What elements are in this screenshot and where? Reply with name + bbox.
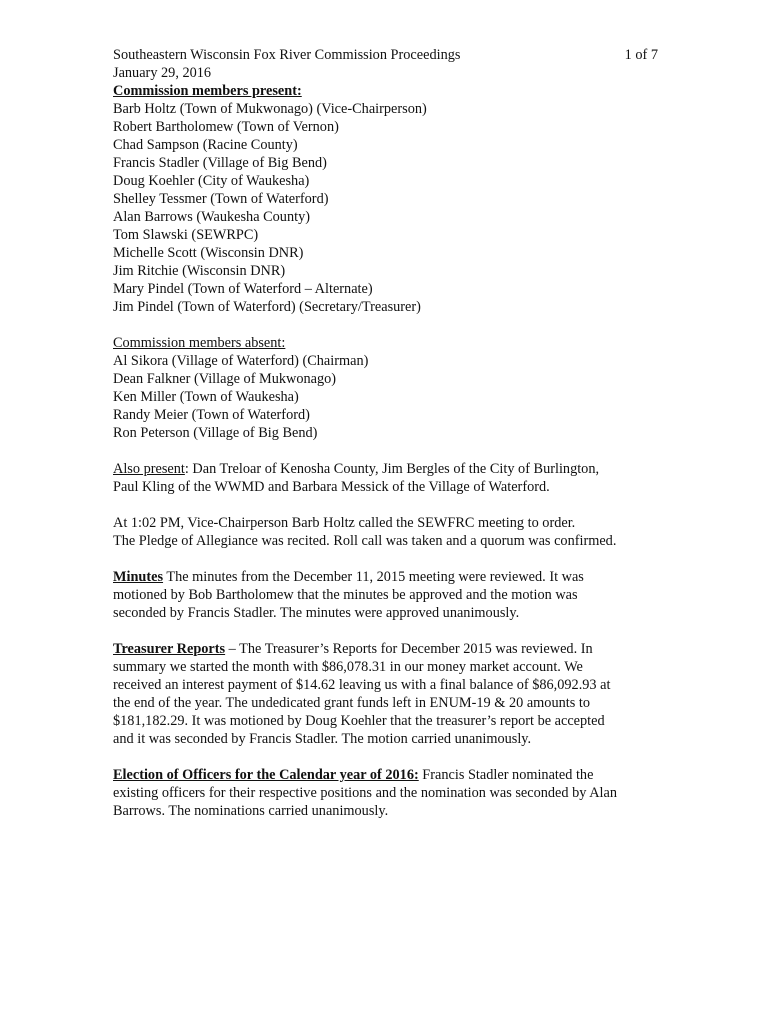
member-present: Robert Bartholomew (Town of Vernon) bbox=[113, 119, 339, 135]
member-present: Mary Pindel (Town of Waterford – Alternate) bbox=[113, 281, 373, 297]
treasurer-text: $181,182.29. It was motioned by Doug Koehler that the treasurer’s report be accepted bbox=[113, 713, 605, 729]
member-present: Chad Sampson (Racine County) bbox=[113, 137, 298, 153]
member-absent: Ken Miller (Town of Waukesha) bbox=[113, 389, 299, 405]
document-title: Southeastern Wisconsin Fox River Commission Proceedings bbox=[113, 47, 461, 63]
election-text: Francis Stadler nominated the bbox=[418, 767, 594, 783]
election-text: Barrows. The nominations carried unanimously. bbox=[113, 803, 389, 819]
page-number: 1 of 7 bbox=[624, 47, 658, 63]
treasurer-text: received an interest payment of $14.62 leaving us with a final balance of $86,092.93 at bbox=[113, 677, 611, 693]
member-present: Barb Holtz (Town of Mukwonago) (Vice-Chairperson) bbox=[113, 101, 427, 117]
minutes-section bbox=[113, 568, 658, 622]
election-label: Election of Officers for the Calendar year of 2016: bbox=[113, 767, 419, 783]
members-present-section bbox=[113, 82, 658, 316]
member-present: Shelley Tessmer (Town of Waterford) bbox=[113, 191, 329, 207]
members-present-heading: Commission members present: bbox=[113, 83, 302, 99]
members-absent-section bbox=[113, 334, 658, 442]
member-absent: Dean Falkner (Village of Mukwonago) bbox=[113, 371, 337, 387]
member-absent: Ron Peterson (Village of Big Bend) bbox=[113, 425, 318, 441]
minutes-label: Minutes bbox=[113, 569, 164, 585]
member-present: Jim Pindel (Town of Waterford) (Secretary/Treasurer) bbox=[113, 299, 421, 315]
also-present-section bbox=[113, 460, 658, 496]
treasurer-section bbox=[113, 640, 658, 748]
treasurer-text: the end of the year. The undedicated grant funds left in ENUM-19 & 20 amounts to bbox=[113, 695, 590, 711]
also-present-text: Paul Kling of the WWMD and Barbara Messick of the Village of Waterford. bbox=[113, 479, 550, 495]
treasurer-text: summary we started the month with $86,078.31 in our money market account. We bbox=[113, 659, 583, 675]
treasurer-text: – The Treasurer’s Reports for December 2015 was reviewed. In bbox=[225, 641, 593, 657]
meeting-date: January 29, 2016 bbox=[113, 65, 212, 81]
minutes-text: seconded by Francis Stadler. The minutes were approved unanimously. bbox=[113, 605, 520, 621]
member-present: Doug Koehler (City of Waukesha) bbox=[113, 173, 310, 189]
members-absent-heading: Commission members absent: bbox=[113, 335, 286, 351]
call-to-order-text: At 1:02 PM, Vice-Chairperson Barb Holtz called the SEWFRC meeting to order. bbox=[113, 515, 576, 531]
treasurer-label: Treasurer Reports bbox=[113, 641, 226, 657]
call-to-order-section bbox=[113, 514, 658, 550]
minutes-text: motioned by Bob Bartholomew that the minutes be approved and the motion was bbox=[113, 587, 578, 603]
also-present-label: Also present bbox=[113, 461, 185, 477]
member-present: Tom Slawski (SEWRPC) bbox=[113, 227, 259, 243]
member-absent: Al Sikora (Village of Waterford) (Chairman) bbox=[113, 353, 369, 369]
page-content bbox=[113, 46, 658, 820]
treasurer-text: and it was seconded by Francis Stadler. The motion carried unanimously. bbox=[113, 731, 532, 747]
member-absent: Randy Meier (Town of Waterford) bbox=[113, 407, 310, 423]
member-present: Jim Ritchie (Wisconsin DNR) bbox=[113, 263, 286, 279]
member-present: Francis Stadler (Village of Big Bend) bbox=[113, 155, 327, 171]
election-section bbox=[113, 766, 658, 820]
also-present-text: : Dan Treloar of Kenosha County, Jim Bergles of the City of Burlington, bbox=[184, 461, 600, 477]
election-text: existing officers for their respective positions and the nomination was seconded by Alan bbox=[113, 785, 617, 801]
member-present: Alan Barrows (Waukesha County) bbox=[113, 209, 310, 225]
member-present: Michelle Scott (Wisconsin DNR) bbox=[113, 245, 304, 261]
header-row bbox=[113, 46, 658, 64]
call-to-order-text: The Pledge of Allegiance was recited. Roll call was taken and a quorum was confirmed. bbox=[113, 533, 617, 549]
minutes-text: The minutes from the December 11, 2015 meeting were reviewed. It was bbox=[163, 569, 584, 585]
